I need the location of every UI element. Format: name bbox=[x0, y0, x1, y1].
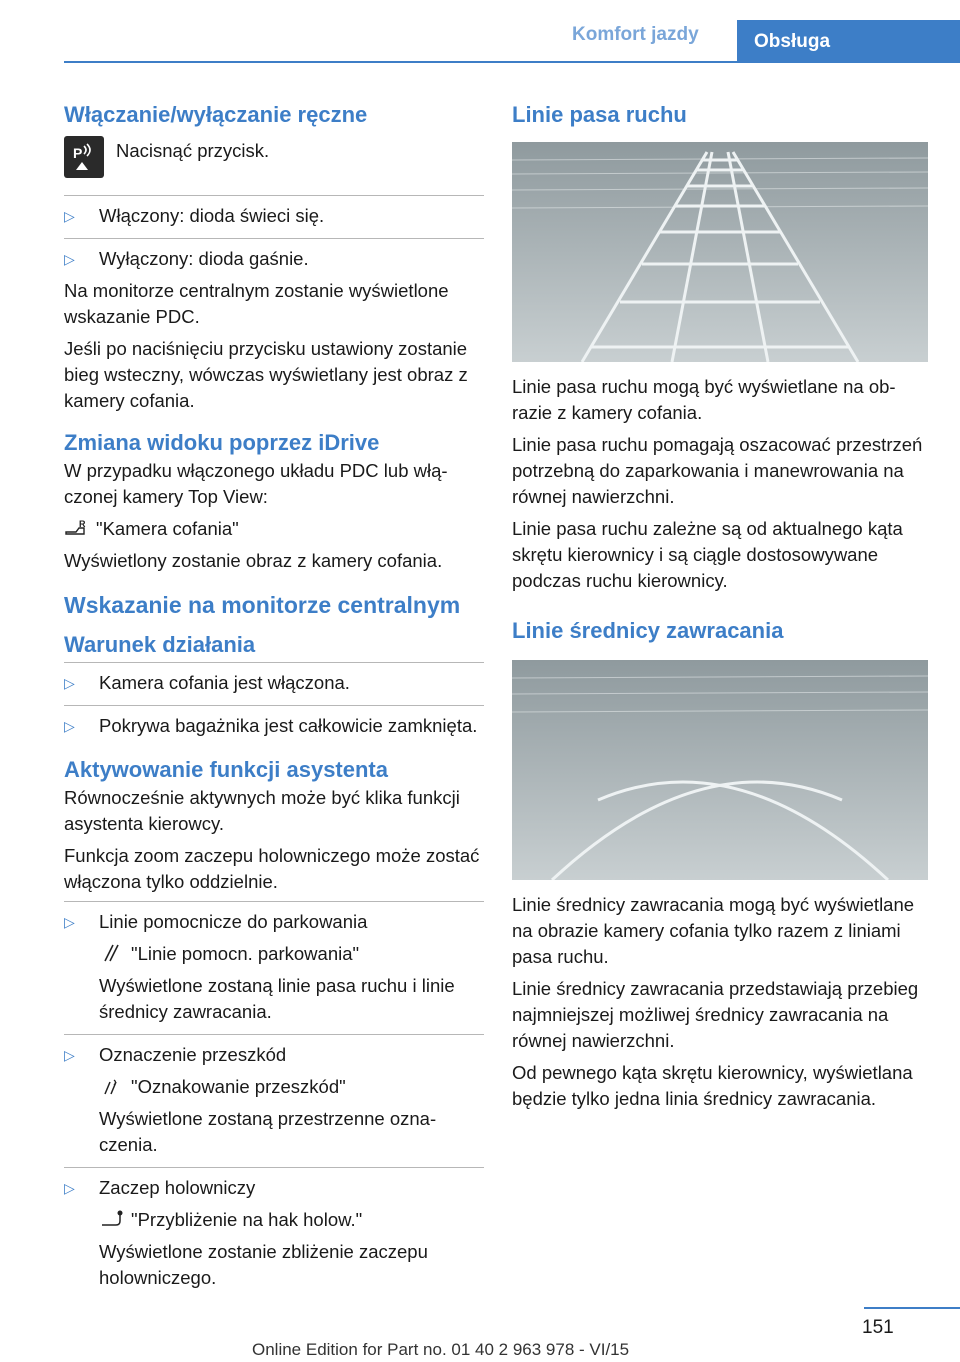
bullet-triangle-icon: ▷ bbox=[64, 675, 75, 691]
paragraph: Linie średnicy zawracania przedstawiają przebieg najmniejszej możliwej średnicy zawracania na równej nawierzchni. bbox=[512, 978, 919, 1051]
bullet-triangle-icon: ▷ bbox=[64, 1180, 75, 1196]
paragraph: Na monitorze centralnym zostanie wyświetlone wskazanie PDC. bbox=[64, 280, 449, 327]
separator bbox=[64, 662, 484, 663]
separator bbox=[64, 901, 484, 902]
header-tab-komfort[interactable]: Komfort jazdy bbox=[572, 24, 699, 45]
bullet-triangle-icon: ▷ bbox=[64, 208, 75, 224]
list-item: ▷ Wyłączony: dioda gaśnie. bbox=[64, 246, 484, 272]
svg-text:R: R bbox=[79, 519, 86, 529]
button-instruction bbox=[64, 136, 484, 186]
item-description: Wyświetlone zostanie zbliżenie zaczepu holowniczego. bbox=[99, 1241, 428, 1288]
heading-idrive: Zmiana widoku poprzez iDrive bbox=[64, 430, 380, 455]
separator bbox=[64, 195, 484, 196]
paragraph: Od pewnego kąta skrętu kierownicy, wyświetlana będzie tylko jedna linia średnicy zawracania. bbox=[512, 1062, 913, 1109]
item-description: Wyświetlone zostaną linie pasa ruchu i linie średnicy zawracania. bbox=[99, 975, 455, 1022]
pdc-button-icon bbox=[64, 136, 104, 178]
left-column bbox=[64, 100, 484, 1291]
list-item: ▷ Pokrywa bagażnika jest całkowicie zamknięta. bbox=[64, 713, 484, 739]
separator bbox=[64, 1167, 484, 1168]
heading-lane-lines: Linie pasa ruchu bbox=[512, 102, 687, 127]
bullet-triangle-icon: ▷ bbox=[64, 718, 75, 734]
paragraph: Linie pasa ruchu mogą być wyświetlane na obrazie z kamery cofania. bbox=[512, 376, 896, 423]
bullet-triangle-icon: ▷ bbox=[64, 1047, 75, 1063]
paragraph: Funkcja zoom zaczepu holowniczego może zostać włączona tylko oddzielnie. bbox=[64, 845, 480, 892]
menu-path: "Przybliżenie na hak holow." bbox=[64, 1207, 484, 1233]
heading-activate-assist: Aktywowanie funkcji asystenta bbox=[64, 757, 388, 782]
list-item: ▷ Oznaczenie przeszkód bbox=[64, 1042, 484, 1068]
item-description: Wyświetlone zostaną przestrzenne oznaczenia. bbox=[99, 1108, 437, 1155]
heading-condition: Warunek działania bbox=[64, 632, 256, 657]
header-rule bbox=[64, 61, 960, 63]
list-item: ▷ Linie pomocnicze do parkowania bbox=[64, 909, 484, 935]
obstacle-marking-icon bbox=[99, 1076, 125, 1096]
tow-hitch-icon bbox=[99, 1209, 125, 1229]
menu-path: R "Kamera cofania" bbox=[64, 516, 484, 542]
separator bbox=[64, 238, 484, 239]
paragraph: Linie pasa ruchu zależne są od aktualnego kąta skrętu kierownicy i są ciągle dostosowywane podczas ruchu kierownicy. bbox=[512, 518, 903, 591]
separator bbox=[64, 1034, 484, 1035]
lane-lines-illustration bbox=[512, 142, 928, 362]
svg-text:P: P bbox=[73, 145, 83, 161]
list-item: ▷ Włączony: dioda świeci się. bbox=[64, 203, 484, 229]
footer-rule bbox=[864, 1307, 960, 1309]
header-tab-obsluga[interactable]: Obsługa bbox=[737, 20, 960, 63]
right-column bbox=[512, 100, 928, 1112]
paragraph: Linie pasa ruchu pomagają oszacować przestrzeń potrzebną do zaparkowania i manewrowania na równej nawierzchni. bbox=[512, 434, 923, 507]
page-number: 151 bbox=[862, 1317, 894, 1338]
heading-central-monitor: Wskazanie na monitorze centralnym bbox=[64, 592, 461, 618]
separator bbox=[64, 705, 484, 706]
paragraph: W przypadku włączonego układu PDC lub włączonej kamery Top View: bbox=[64, 460, 448, 507]
turning-circle-illustration bbox=[512, 660, 928, 880]
parking-lines-icon bbox=[99, 943, 125, 963]
list-item: ▷ Kamera cofania jest włączona. bbox=[64, 670, 484, 696]
paragraph: Równocześnie aktywnych może być klika funkcji asystenta kierowcy. bbox=[64, 787, 460, 834]
bullet-triangle-icon: ▷ bbox=[64, 914, 75, 930]
paragraph: Linie średnicy zawracania mogą być wyświetlane na obrazie kamery cofania tylko razem z liniami pasa ruchu. bbox=[512, 894, 915, 967]
paragraph: Jeśli po naciśnięciu przycisku ustawiony zostanie bieg wsteczny, wówczas wyświetlany jest obraz z kamery cofania. bbox=[64, 338, 468, 411]
list-item: ▷ Zaczep holowniczy bbox=[64, 1175, 484, 1201]
heading-manual-toggle: Włączanie/wyłączanie ręczne bbox=[64, 102, 368, 127]
heading-turning-circle: Linie średnicy zawracania bbox=[512, 618, 784, 643]
paragraph: Wyświetlony zostanie obraz z kamery cofania. bbox=[64, 550, 443, 571]
menu-path: "Linie pomocn. parkowania" bbox=[64, 941, 484, 967]
bullet-triangle-icon: ▷ bbox=[64, 251, 75, 267]
rear-camera-icon bbox=[64, 518, 90, 538]
menu-path: "Oznakowanie przeszkód" bbox=[64, 1074, 484, 1100]
press-button-text: Nacisnąć przycisk. bbox=[116, 140, 270, 161]
edition-note: Online Edition for Part no. 01 40 2 963 978 - VI/15 bbox=[252, 1340, 630, 1359]
